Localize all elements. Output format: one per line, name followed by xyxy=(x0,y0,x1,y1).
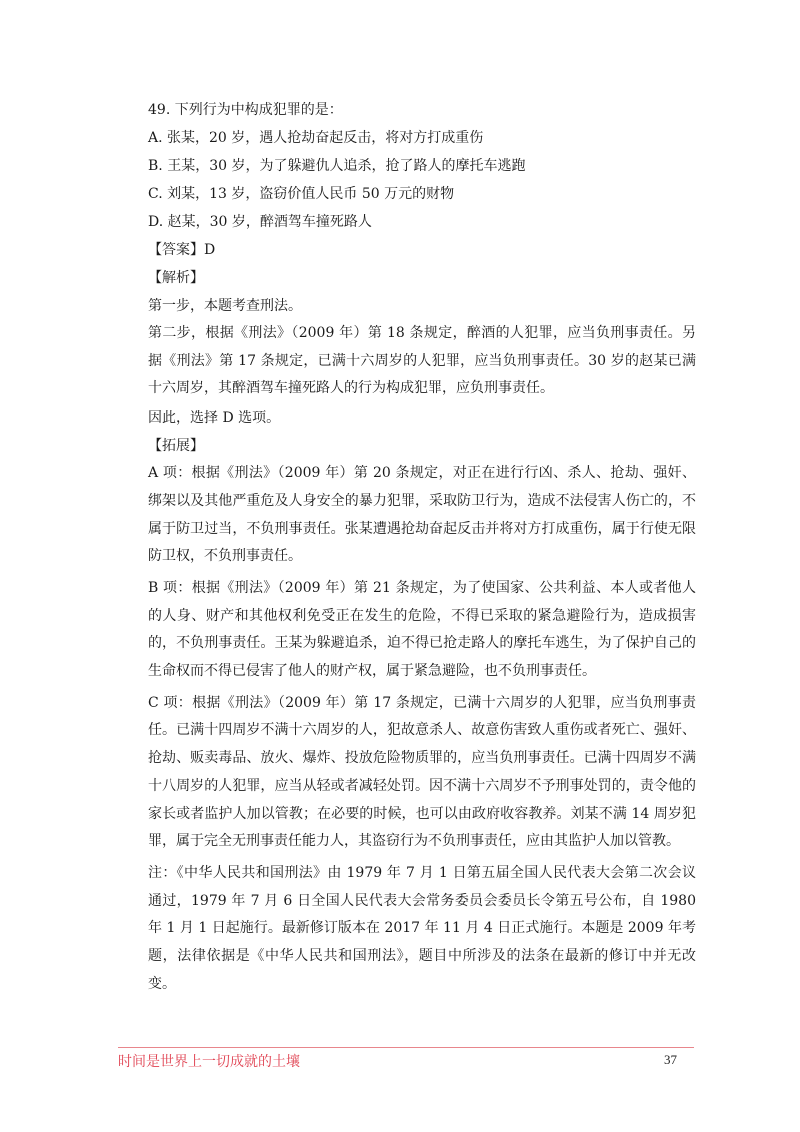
document-page xyxy=(148,96,696,998)
question-stem: 49. 下列行为中构成犯罪的是： xyxy=(148,102,343,118)
extension-c-text: C 项：根据《刑法》（2009 年）第 17 条规定，已满十六周岁的人犯罪，应当负刑事责任。已满十四周岁不满十六周岁的人，犯故意杀人、故意伤害致人重伤或者死亡、强奸、抢劫、贩卖毒品、放火、爆炸、投放危险物质罪的，应当负刑事责任。已满十四周岁不满十八周岁的人犯罪，应当从轻或者减轻处罚。因不满十六周岁不予刑事处罚的，责令他的家长或者监护人加以管教；在必要的时候，也可以由政府收容教养。刘某不满 14 周岁犯罪，属于完全无刑事责任能力人，其盗窃行为不负刑事责任，应由其监护人加以管教。 xyxy=(148,694,696,850)
option-a: A. 张某，20 岁，遇人抢劫奋起反击，将对方打成重伤 xyxy=(148,130,484,146)
analysis-step1: 第一步，本题考查刑法。 xyxy=(148,298,302,314)
footer-slogan: 时间是世界上一切成就的土壤 xyxy=(118,1054,300,1070)
analysis-heading: 【解析】 xyxy=(148,270,204,286)
analysis-step2-text: 第二步，根据《刑法》（2009 年）第 18 条规定，醉酒的人犯罪，应当负刑事责任。另据《刑法》第 17 条规定，已满十六周岁的人犯罪，应当负刑事责任。30 岁的赵某已满十六周岁，其醉酒驾车撞死路人的行为构成犯罪，应负刑事责任。 xyxy=(148,325,696,397)
answer-label: 【答案】D xyxy=(148,242,216,258)
option-c: C. 刘某，13 岁，盗窃价值人民币 50 万元的财物 xyxy=(148,186,455,202)
extension-a xyxy=(148,460,696,571)
extension-b xyxy=(148,575,696,686)
extension-b-text: B 项：根据《刑法》（2009 年）第 21 条规定，为了使国家、公共利益、本人或者他人的人身、财产和其他权利免受正在发生的危险，不得已采取的紧急避险行为，造成损害的，不负刑事责任。王某为躲避追杀，迫不得已抢走路人的摩托车逃生，为了保护自己的生命权而不得已侵害了他人的财产权，属于紧急避险，也不负刑事责任。 xyxy=(148,579,696,680)
extension-c xyxy=(148,690,696,856)
page-number: 37 xyxy=(664,1052,677,1067)
extension-a-text: A 项：根据《刑法》（2009 年）第 20 条规定，对正在进行行凶、杀人、抢劫、强奸、绑架以及其他严重危及人身安全的暴力犯罪，采取防卫行为，造成不法侵害人伤亡的，不属于防卫过当，不负刑事责任。张某遭遇抢劫奋起反击并将对方打成重伤，属于行使无限防卫权，不负刑事责任。 xyxy=(148,465,696,565)
note-text: 注：《中华人民共和国刑法》由 1979 年 7 月 1 日第五届全国人民代表大会第二次会议通过，1979 年 7 月 6 日全国人民代表大会常务委员会委员长令第五号公布，自 1980 年 1 月 1 日起施行。最新修订版本在 2017 年 11 月 4 日正式施行。本题是 2009 年考题，法律依据是《中华人民共和国刑法》，题目中所涉及的法条在最新的修订中并无改变。 xyxy=(148,864,696,992)
analysis-step2 xyxy=(148,320,696,403)
analysis-conclusion: 因此，选择 D 选项。 xyxy=(148,410,281,427)
extension-heading: 【拓展】 xyxy=(148,438,204,455)
option-d: D. 赵某，30 岁，醉酒驾车撞死路人 xyxy=(148,214,372,230)
footer-divider xyxy=(118,1047,694,1048)
note-paragraph xyxy=(148,860,696,999)
option-b: B. 王某，30 岁，为了躲避仇人追杀，抢了路人的摩托车逃跑 xyxy=(148,158,526,174)
